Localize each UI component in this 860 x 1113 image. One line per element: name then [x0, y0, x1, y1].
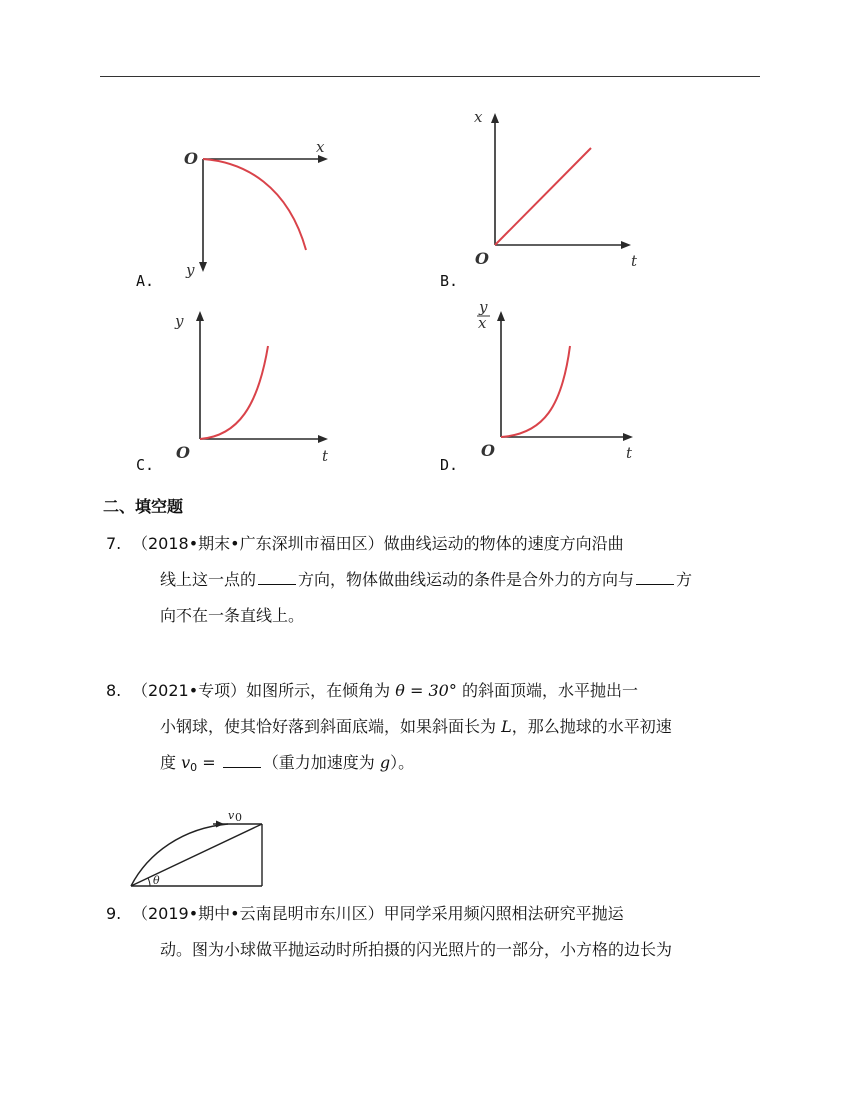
graph-a-y-label: y — [186, 261, 195, 279]
question-8-text-7: ）。 — [390, 753, 415, 772]
graph-d-y-numerator: y — [479, 298, 488, 316]
incline-velocity-label: v — [228, 809, 235, 822]
incline-figure — [128, 808, 268, 892]
graph-b-x-label: x — [474, 108, 483, 126]
question-8-text-3: 小钢球，使其恰好落到斜面底端，如果斜面长为 — [160, 717, 497, 736]
graph-d-t-label: t — [626, 444, 633, 462]
graph-b-t-label: t — [631, 252, 638, 270]
incline-angle-label: θ — [153, 874, 160, 887]
gravity-variable: g — [379, 753, 391, 772]
graph-b — [470, 108, 650, 268]
graph-a-curve — [203, 159, 306, 250]
question-7-number: 7. — [106, 534, 122, 553]
graph-d-x-denominator: x — [478, 314, 487, 332]
graph-d-curve — [501, 346, 570, 437]
answer-blank[interactable] — [223, 753, 261, 768]
question-9-text-2: 动。图为小球做平抛运动时所拍摄的闪光照片的一部分，小方格的边长为 — [160, 940, 673, 959]
graph-a-x-label: x — [316, 138, 325, 156]
question-7-text-3: 方向，物体做曲线运动的条件是合外力的方向与 — [298, 570, 635, 589]
option-c-label: C. — [136, 456, 155, 474]
velocity-symbol: v — [181, 753, 191, 772]
question-7-text-1: （2018•期末•广东深圳市福田区）做曲线运动的物体的速度方向沿曲 — [132, 534, 624, 553]
question-8-text-4: ，那么抛球的水平初速 — [511, 717, 672, 736]
graph-a — [170, 138, 340, 278]
section-title: 二、填空题 — [103, 497, 184, 516]
graph-b-origin: O — [475, 249, 489, 268]
option-b-label: B. — [440, 272, 459, 290]
graph-c-curve — [200, 346, 268, 439]
question-8-number: 8. — [106, 681, 122, 700]
graph-d-origin: O — [481, 441, 495, 460]
option-a-label: A. — [136, 272, 155, 290]
equals-sign: = — [202, 753, 216, 772]
question-7-text-4: 方 — [676, 570, 693, 589]
length-variable: L — [501, 717, 512, 736]
question-8-text-2: 的斜面顶端，水平抛出一 — [461, 681, 638, 700]
header-rule — [100, 76, 760, 77]
question-7-text-2: 线上这一点的 — [160, 570, 257, 589]
question-7 — [106, 526, 776, 634]
question-9-number: 9. — [106, 904, 122, 923]
velocity-subscript: 0 — [190, 761, 198, 774]
question-8-text-6: （重力加速度为 — [262, 753, 375, 772]
graph-c-t-label: t — [322, 447, 329, 465]
incline-velocity-subscript: 0 — [235, 811, 242, 824]
answer-blank[interactable] — [636, 570, 674, 585]
answer-blank[interactable] — [258, 570, 296, 585]
question-9 — [106, 896, 776, 968]
graph-a-origin: O — [184, 149, 198, 168]
option-d-label: D. — [440, 456, 459, 474]
question-8-text-1: （2021•专项）如图所示，在倾角为 — [132, 681, 391, 700]
question-7-text-5: 向不在一条直线上。 — [160, 606, 305, 625]
graph-b-line — [495, 148, 591, 245]
graph-c-y-label: y — [175, 312, 184, 330]
question-9-text-1: （2019•期中•云南昆明市东川区）甲同学采用频闪照相法研究平抛运 — [132, 904, 624, 923]
graph-d — [470, 296, 650, 466]
question-8 — [106, 673, 776, 786]
angle-expression: θ = 30° — [395, 681, 457, 700]
graph-c — [170, 306, 340, 466]
graph-c-origin: O — [176, 443, 190, 462]
question-8-text-5: 度 — [160, 753, 177, 772]
